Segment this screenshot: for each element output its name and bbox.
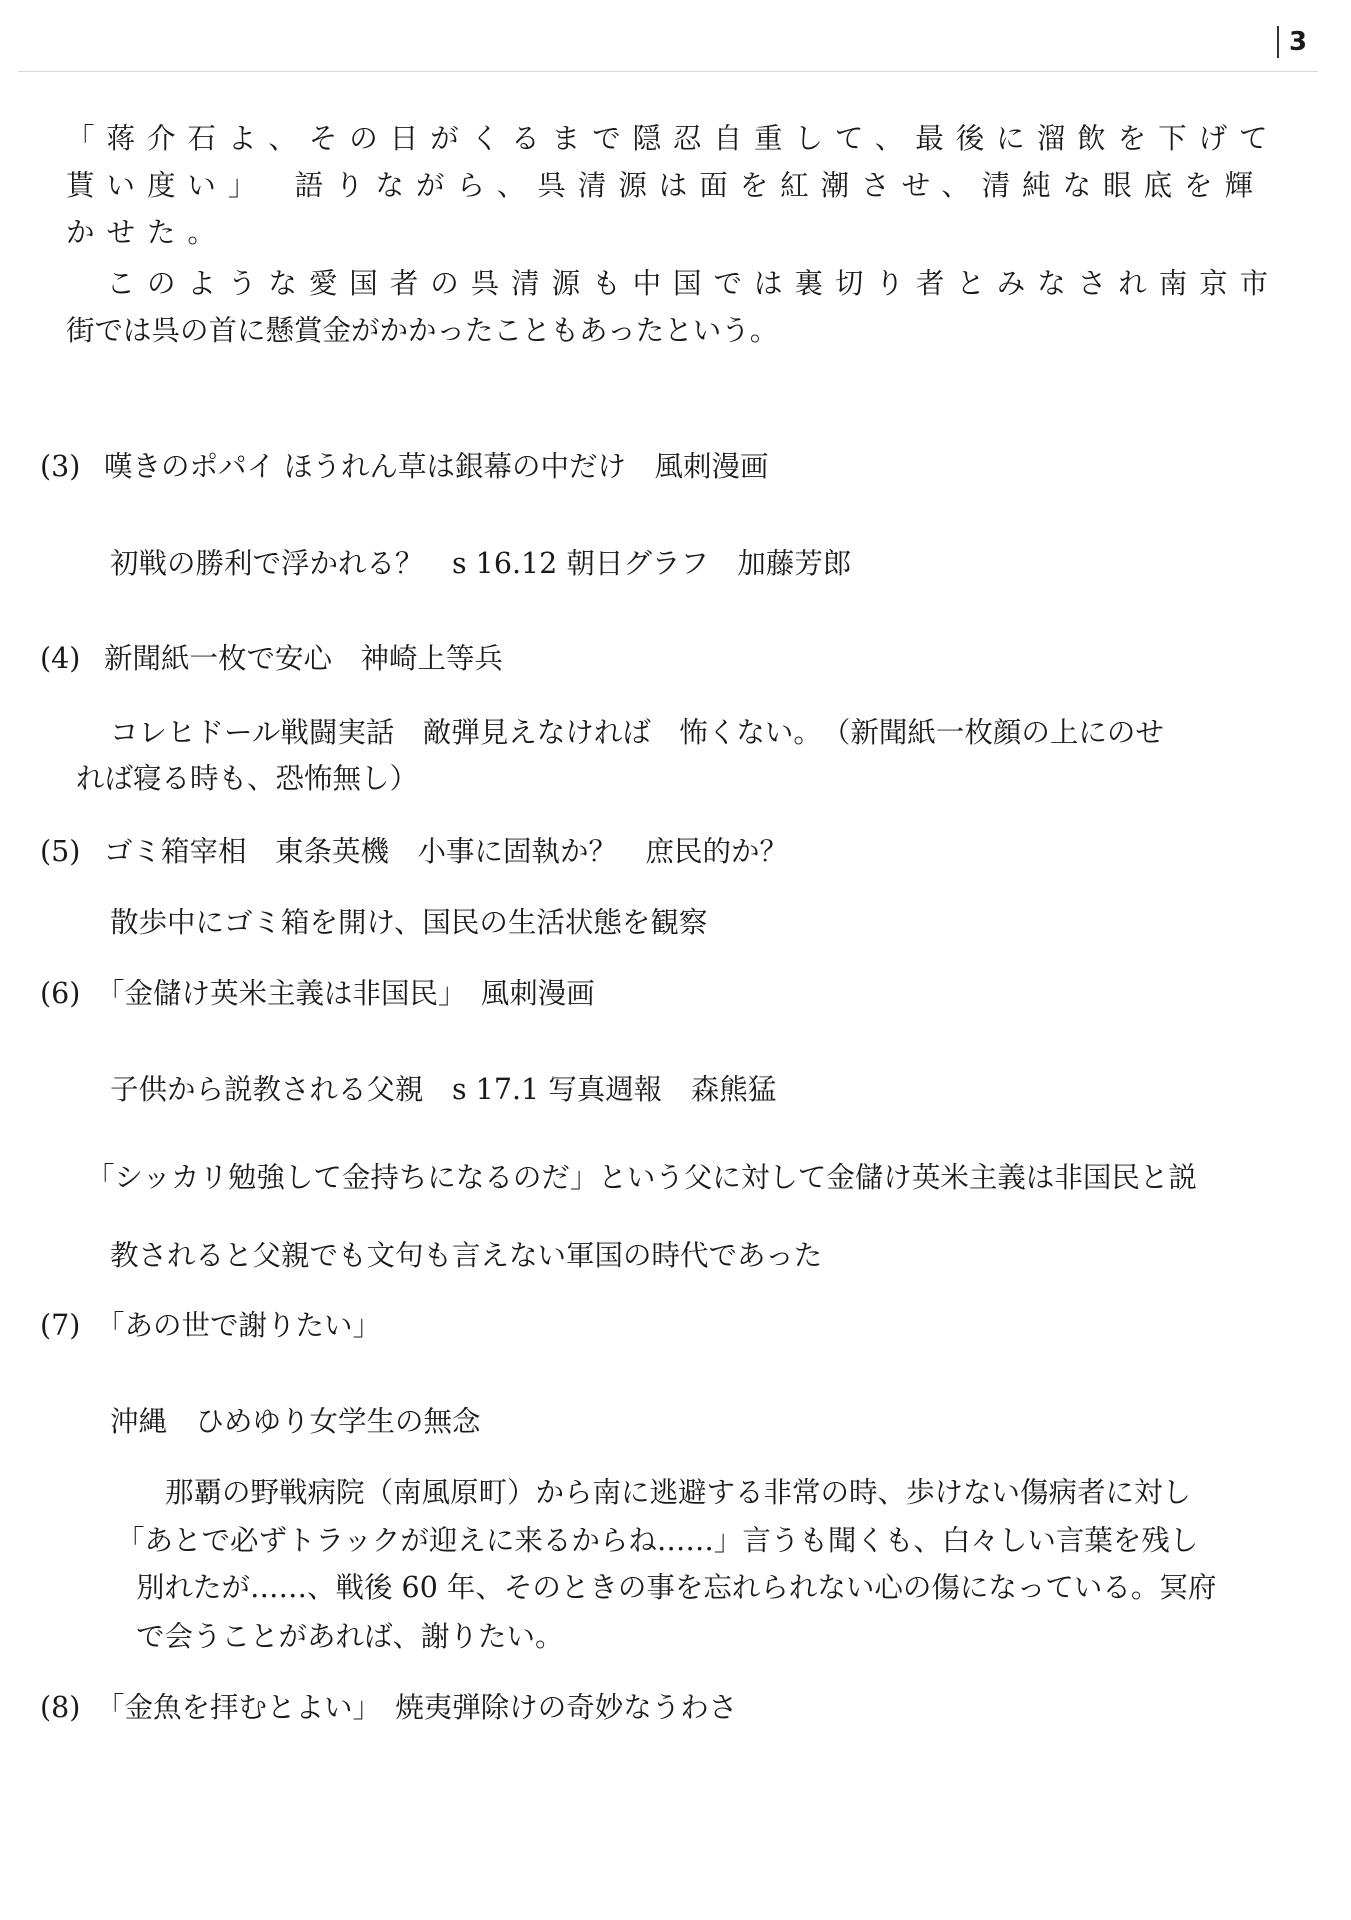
section-heading [40,976,595,1012]
intro-line: 「蒋介石よ、その日がくるまで隠忍自重して、最後に溜飲を下げて [66,122,1280,155]
section-heading [40,1690,737,1726]
section-heading [40,449,769,485]
section-number: (7) [40,1309,81,1342]
intro-line: 街では呉の首に懸賞金がかかったこともあったという。 [66,314,779,347]
section-line: 沖縄 ひめゆり女学生の無念 [110,1405,481,1438]
page-number: 3 [1277,26,1307,58]
section-number: (6) [40,977,81,1010]
section-heading [40,641,503,677]
section-title: ゴミ箱宰相 東条英機 小事に固執か？ 庶民的か？ [104,835,789,868]
section-title: 「あの世で謝りたい」 [96,1309,382,1342]
section-line: 初戦の勝利で浮かれる？ s 16.12 朝日グラフ 加藤芳郎 [110,547,852,580]
section-line: 「シッカリ勉強して金持ちになるのだ」という父に対して金儲け英米主義は非国民と説 [86,1161,1197,1194]
section-line: 那覇の野戦病院（南風原町）から南に逃避する非常の時、歩けない傷病者に対し [165,1476,1192,1509]
section-line: 散歩中にゴミ箱を開け、国民の生活状態を観察 [110,906,708,939]
section-line: で会うことがあれば、謝りたい。 [136,1620,564,1653]
section-title: 「金魚を拝むとよい」 焼夷弾除けの奇妙なうわさ [96,1691,738,1724]
section-title: 新聞紙一枚で安心 神崎上等兵 [104,642,504,675]
section-line: コレヒドール戦闘実話 敵弾見えなければ 怖くない。 （新聞紙一枚顔の上にのせ [110,716,1164,749]
intro-line: かせた。 [66,216,228,249]
section-number: (4) [40,642,81,675]
section-heading [40,1308,381,1344]
section-number: (8) [40,1691,81,1724]
intro-line: 貰い度い」 語りながら、呉清源は面を紅潮させ、清純な眼底を輝 [66,169,1265,202]
section-number: (5) [40,835,81,868]
section-number: (3) [40,450,81,483]
section-line: 「あとで必ずトラックが迎えに来るからね……」言うも聞くも、白々しい言葉を残し [116,1524,1199,1557]
section-heading [40,834,788,870]
intro-line: このような愛国者の呉清源も中国では裏切り者とみなされ南京市 [66,267,1281,300]
section-title: 「金儲け英米主義は非国民」 風刺漫画 [96,977,595,1010]
section-title: 嘆きのポパイ ほうれん草は銀幕の中だけ 風刺漫画 [104,450,769,483]
header-divider [18,71,1318,72]
section-line: れば寝る時も、恐怖無し） [76,762,419,795]
section-line: 子供から説教される父親 s 17.1 写真週報 森熊猛 [110,1073,777,1106]
section-line: 別れたが……、戦後 60 年、そのときの事を忘れられない心の傷になっている。冥府 [136,1571,1217,1604]
section-line: 教されると父親でも文句も言えない軍国の時代であった [110,1239,823,1272]
